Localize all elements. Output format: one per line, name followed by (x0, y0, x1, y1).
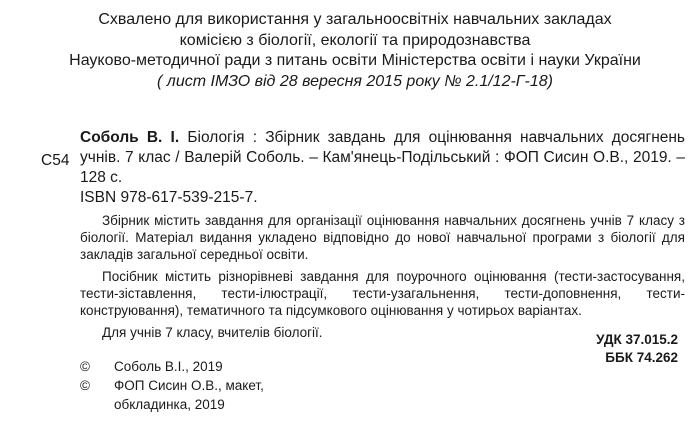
copyright-publisher-text-2: обкладинка, 2019 (114, 397, 225, 412)
copyright-icon: © (80, 359, 90, 374)
classification-codes (596, 331, 678, 367)
copyright-publisher-text: ФОП Сисин О.В., макет, (114, 378, 264, 393)
approval-notice (40, 10, 670, 92)
approval-line-3: Науково-методичної ради з питань освіти Міністерства освіти і науки України (69, 52, 641, 69)
approval-line-2: комісією з біології, екології та природознавства (179, 31, 531, 49)
copyright-publisher-continued (80, 395, 264, 414)
library-code: С54 (41, 152, 70, 169)
bbk-code: ББК 74.262 (605, 350, 678, 365)
approval-line-1: Схвалено для використання у загальноосвітніх навчальних закладах (98, 11, 612, 28)
bibliographic-description: Біологія : Збірник завдань для оцінювання навчальних досягнень учнів. 7 клас / Валерій Соболь. – Кам'янець-Подільський : ФОП Сисин О.В., 2019. – 128 с. (80, 129, 686, 186)
approval-letter-reference: ( лист ІМЗО від 28 вересня 2015 року № 2.1/12-Г-18) (157, 72, 553, 90)
annotation-audience: Для учнів 7 класу, вчителів біології. (102, 325, 323, 340)
author-name: Соболь В. І. (80, 129, 180, 146)
annotation-paragraph-1: Збірник містить завдання для організації оцінювання навчальних досягнень учнів 7 класу з біології. Матеріал видання укладено відповідно до нової навчальної програми з біології для закладів загальної середньої освіти. (80, 213, 685, 262)
bibliographic-record (80, 128, 685, 208)
udk-code: УДК 37.015.2 (596, 332, 678, 347)
isbn: ISBN 978-617-539-215-7. (80, 189, 258, 206)
annotation (80, 212, 685, 341)
annotation-paragraph-2: Посібник містить різнорівневі завдання для поурочного оцінювання (тести-застосування, тести-зіставлення, тести-ілюстрації, тести-узагальнення, тести-доповнення, тести-конструювання), тематичного та підсумкового оцінювання у чотирьох варіантах. (80, 269, 685, 318)
copyright-block (80, 357, 264, 414)
copyright-author (80, 357, 264, 376)
copyright-publisher (80, 376, 264, 395)
copyright-icon: © (80, 378, 90, 393)
copyright-author-text: Соболь В.І., 2019 (114, 359, 223, 374)
